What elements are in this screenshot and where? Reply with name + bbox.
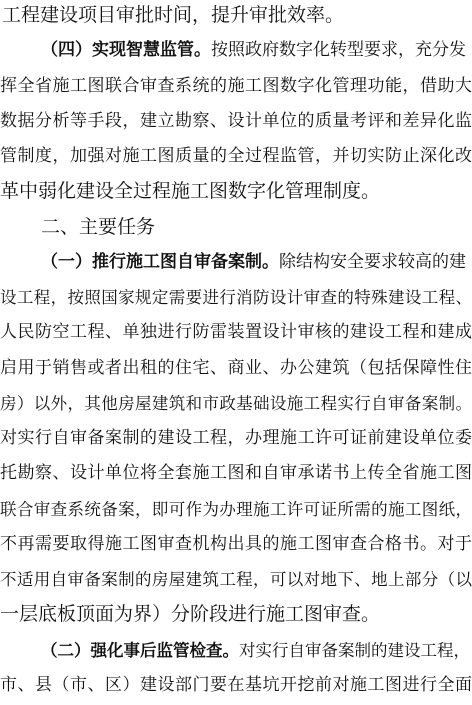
line-text: 挥全省施工图联合审查系统的施工图数字化管理功能，借助大	[0, 76, 472, 96]
paragraph-line	[0, 69, 472, 104]
paragraph-line	[0, 139, 472, 174]
line-text: 按照政府数字化转型要求，充分发	[211, 40, 466, 60]
line-text: 管制度，加强对施工图质量的全过程监管，并切实防止深化改	[0, 146, 472, 166]
section-heading-main-tasks	[0, 210, 472, 245]
paragraph-line	[0, 386, 472, 421]
section-2-line-1	[0, 633, 472, 668]
paragraph-line	[0, 104, 472, 139]
section-1-line-1	[0, 245, 472, 280]
paragraph-line	[0, 527, 472, 562]
paragraph-line	[0, 280, 472, 315]
line-text: 房）以外，其他房屋建筑和市政基础设施工程实行自审备案制。	[0, 394, 472, 413]
paragraph-line	[0, 562, 472, 597]
line-text: 联合审查系统备案，即可作为办理施工许可证所需的施工图纸，	[0, 500, 472, 519]
paragraph-line	[0, 597, 472, 632]
line-text: 托勘察、设计单位将全套施工图和自审承诺书上传全省施工图	[0, 463, 472, 483]
paragraph-line	[0, 351, 472, 386]
paragraph-line	[0, 668, 472, 703]
line-text: 革中弱化建设全过程施工图数字化管理制度。	[0, 180, 381, 202]
section-heading-4: （四）实现智慧监管。	[41, 40, 211, 60]
paragraph-line	[0, 421, 472, 456]
line-text: 启用于销售或者出租的住宅、商业、办公建筑（包括保障性住	[0, 358, 472, 378]
paragraph-line	[0, 0, 472, 33]
line-text: 市、县（市、区）建设部门要在基坑开挖前对施工图进行全面	[0, 675, 472, 695]
line-text: 数据分析等手段，建立勘察、设计单位的质量考评和差异化监	[0, 111, 472, 131]
paragraph-line	[0, 174, 472, 209]
paragraph-line	[0, 456, 472, 491]
section-title: 二、主要任务	[41, 216, 156, 238]
paragraph-line	[0, 492, 472, 527]
line-text: 人民防空工程、单独进行防雷装置设计审核的建设工程和建成	[0, 322, 472, 342]
section-4-line-1	[0, 33, 472, 68]
line-text: 一层底板顶面为界）分阶段进行施工图审查。	[0, 603, 381, 625]
section-heading-1: （一）推行施工图自审备案制。	[41, 252, 279, 272]
line-text: 除结构安全要求较高的建	[279, 252, 466, 272]
line-text: 对实行自审备案制的建设工程，办理施工许可证前建设单位委	[0, 428, 472, 448]
line-text: 设工程，按照国家规定需要进行消防设计审查的特殊建设工程、	[0, 288, 472, 307]
paragraph-line	[0, 315, 472, 350]
line-text: 工程建设项目审批时间，提升审批效率。	[2, 4, 345, 26]
line-text: 不适用自审备案制的房屋建筑工程，可以对地下、地上部分（以	[0, 570, 472, 589]
line-text: 不再需要取得施工图审查机构出具的施工图审查合格书。对于	[0, 534, 472, 554]
line-text: 对实行自审备案制的建设工程，	[239, 641, 470, 660]
section-heading-2: （二）强化事后监管检查。	[41, 641, 239, 660]
